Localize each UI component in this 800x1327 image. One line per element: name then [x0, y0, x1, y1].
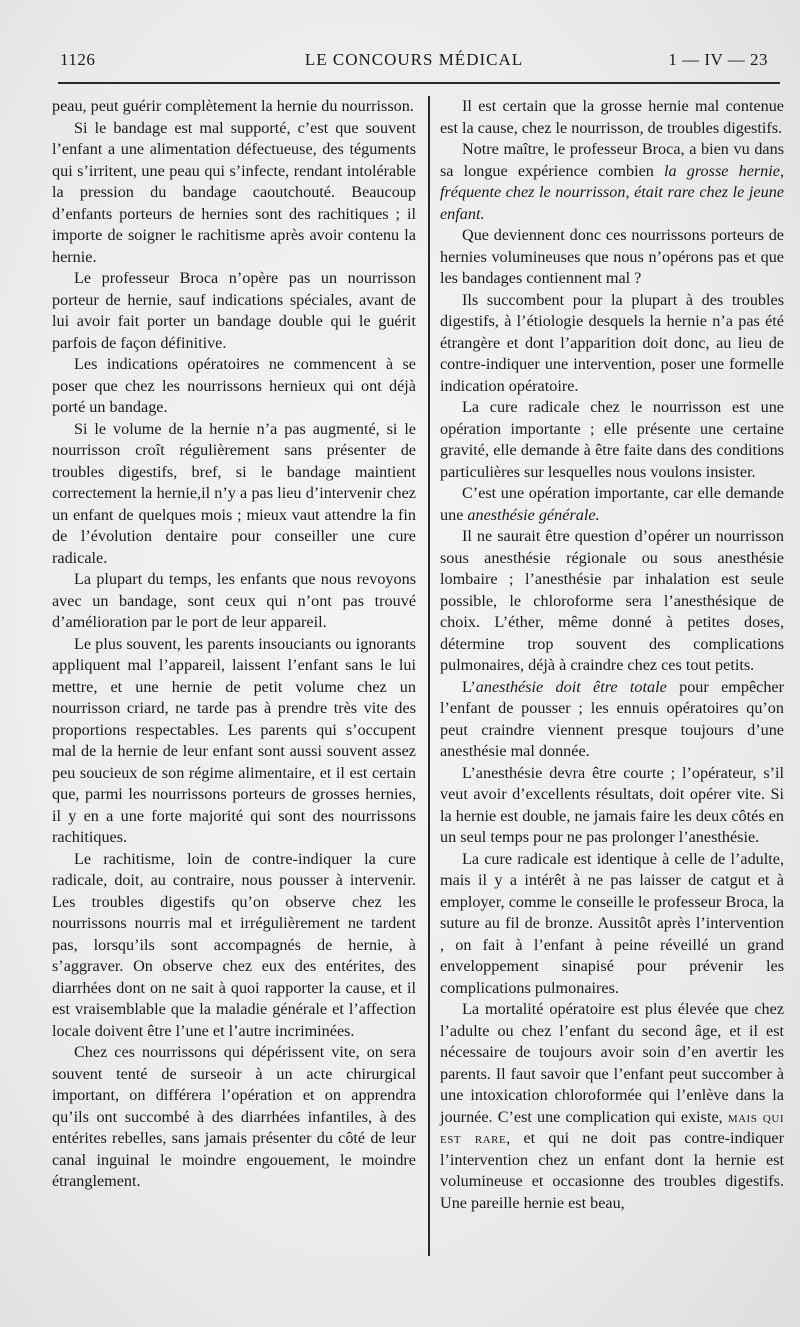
- text-run: Notre maître, le professeur Broca, a bien vu dans sa longue expérience combien: [440, 140, 784, 180]
- issue-date: 1 — IV — 23: [668, 50, 768, 69]
- paragraph: Les indications opératoires ne commencent à se poser que chez les nourrissons hernieux qui ont déjà porté un bandage.: [52, 355, 416, 416]
- paragraph: Si le volume de la hernie n’a pas augmenté, si le nourrisson croît régulièrement sans présenter de troubles digestifs, bref, si le bandage maintient correctement la hernie,il n’y a pas lieu d’intervenir chez un enfant de quelques mois ; mieux vaut attendre la fin de l’évolution dentaire pour conseiller une cure radicale.: [52, 419, 416, 567]
- paragraph: Il ne saurait être question d’opérer un nourrisson sous anesthésie régionale ou sous anesthésie lombaire ; l’anesthésie par inhalation est seule possible, le chloroforme sera l’anesthésique de choix. L’éther, même donné à petites doses, détermine trop souvent des complications pulmonaires, déjà à craindre chez ces tout petits.: [440, 527, 784, 674]
- paragraph: Le plus souvent, les parents insouciants ou ignorants appliquent mal l’appareil, laissent l’enfant sans le lui mettre, et une hernie de petit volume chez un nourrisson criard, ne tarde pas à prendre très vite des proportions respectables. Les parents qui s’occupent mal de la hernie de leur enfant sont aussi souvent assez peu soucieux de son régime alimentaire, et il est certain que, parmi les nourrissons porteurs de grosses hernies, il y en a une forte majorité qui sont des nourrissons rachitiques.: [52, 634, 416, 846]
- italic-text: la grosse hernie, fréquente chez le nourrisson, était rare chez le jeune enfant.: [440, 161, 784, 223]
- text-run: , et qui ne doit pas contre-indiquer l’intervention chez un enfant dont la hernie est volumineuse et occasionne des troubles digestifs. Une pareille hernie est beau,: [440, 1129, 784, 1212]
- paragraph: La cure radicale est identique à celle de l’adulte, mais il y a intérêt à ne pas laisser de catgut et à employer, comme le conseille le professeur Broca, la suture au fil de bronze. Aussitôt après l’intervention , on fait à l’enfant à peine réveillé un grand enveloppement sinapisé pour prévenir les complications pulmonaires.: [440, 849, 784, 997]
- italic-text: anesthésie doit être totale: [475, 677, 667, 696]
- left-column: [52, 96, 416, 1193]
- page-number: 1126: [60, 50, 96, 69]
- right-column: [440, 96, 784, 1214]
- paragraph: Si le bandage est mal supporté, c’est que souvent l’enfant a une alimentation défectueuse, des téguments qui s’irritent, une peau qui s’infecte, rendant intolérable la pression du bandage caoutchouté. Beaucoup d’enfants porteurs de hernies sont des rachitiques ; il importe de soigner le rachitisme après avoir contenu la hernie.: [52, 118, 416, 266]
- small-caps-text: mais qui est rare: [440, 1107, 784, 1147]
- paragraph: La plupart du temps, les enfants que nous revoyons avec un bandage, sont ceux qui n’ont pas trouvé d’amélioration par le port de leur appareil.: [52, 570, 416, 631]
- paragraph: [440, 677, 784, 763]
- paragraph: Que deviennent donc ces nourrissons porteurs de hernies volumineuses que nous n’opérons pas et que les bandages contiennent mal ?: [440, 226, 784, 287]
- paragraph: Chez ces nourrissons qui dépérissent vite, on sera souvent tenté de surseoir à un acte chirurgical important, on différera l’opération et on apprendra qu’ils ont succombé à des diarrhées infantiles, à des entérites rebelles, sans jamais présenter du côté de leur canal inguinal le moindre engouement, le moindre étranglement.: [52, 1043, 416, 1190]
- italic-text: anesthésie générale.: [467, 505, 600, 524]
- running-header: [60, 50, 768, 74]
- header-rule: [58, 82, 780, 84]
- text-run: C’est une opération importante, car elle demande une: [440, 484, 784, 524]
- paragraph: [440, 999, 784, 1214]
- paragraph: L’anesthésie devra être courte ; l’opérateur, s’il veut avoir d’excellents résultats, doit opérer vite. Si la hernie est double, ne jamais faire les deux côtés en un seul temps pour ne pas prolonger l’anesthésie.: [440, 763, 784, 846]
- paragraph: [440, 139, 784, 225]
- paragraph: Ils succombent pour la plupart à des troubles digestifs, à l’étiologie desquels la hernie n’a pas été étrangère et dont l’apparition doit donc, au lieu de contre-indiquer une intervention, poser une formelle indication opératoire.: [440, 290, 784, 395]
- paragraph: peau, peut guérir complètement la hernie du nourrisson.: [52, 97, 414, 115]
- paragraph: Le professeur Broca n’opère pas un nourrisson porteur de hernie, sauf indications spéciales, avant de lui avoir fait porter un bandage double qui le guérit parfois de façon définitive.: [52, 269, 416, 352]
- text-run: La mortalité opératoire est plus élevée que chez l’adulte ou chez l’enfant du second âge, et il est nécessaire de toujours avoir soin d’en avertir les parents. Il faut savoir que l’enfant peut succomber à une intoxication chloroformée qui l’enlève dans la journée. C’est une complication qui existe,: [440, 1000, 784, 1126]
- paragraph: Le rachitisme, loin de contre-indiquer la cure radicale, doit, au contraire, nous pousser à intervenir. Les troubles digestifs qu’on observe chez les nourrissons nourris mal et irrégulièrement ne tardent pas, lorsqu’ils sont accompagnés de hernie, à s’aggraver. On observe chez eux des entérites, des diarrhées dont on ne sait à quoi rapporter la cause, et il est vraisemblable que la maladie générale et l’affection locale doivent être l’une et l’autre incriminées.: [52, 849, 416, 1040]
- text-run: L’: [462, 677, 476, 696]
- text-run: pour empêcher l’enfant de pousser ; les ennuis opératoires qu’on peut craindre viennent presque toujours d’une anesthésie mal donnée.: [440, 677, 784, 760]
- paragraph: Il est certain que la grosse hernie mal contenue est la cause, chez le nourrisson, de troubles digestifs.: [440, 97, 784, 137]
- column-divider: [428, 96, 430, 1256]
- paragraph: La cure radicale chez le nourrisson est une opération importante ; elle présente une certaine gravité, elle demande à être faite dans des conditions particulières sur lesquelles nous voulons insister.: [440, 398, 784, 481]
- journal-title: LE CONCOURS MÉDICAL: [304, 50, 524, 69]
- paragraph: [440, 483, 784, 526]
